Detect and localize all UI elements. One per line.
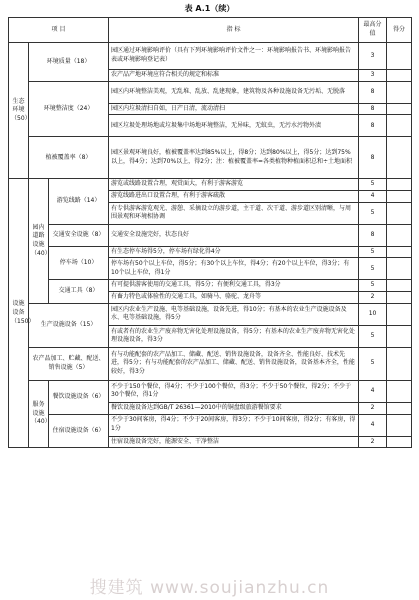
indicator-text: 有畜力特色或体验性的交通工具，如骑马、骆驼、龙舟等 (109, 292, 359, 304)
sub-vehicle: 交通工具（8） (49, 280, 109, 303)
score-cell (387, 292, 412, 304)
indicator-text: 餐饮设施设备达到GB/T 26361—2010中的铜盘级旅游餐馆要求 (109, 402, 359, 414)
max-score: 3 (359, 70, 387, 82)
table-row (9, 380, 412, 402)
indicator-text: 停车场有50个以上车位，得5分；有30个以上车位，得4分；有20个以上车位，得3分；有10个以上车位，得1分 (109, 258, 359, 280)
score-cell (387, 258, 412, 280)
score-cell (387, 224, 412, 246)
score-cell (387, 280, 412, 292)
table-row (9, 43, 412, 70)
indicator-text: 园区内垃圾清扫自如，日产日清，流动清扫 (109, 103, 359, 115)
score-cell (387, 202, 412, 224)
score-cell (387, 414, 412, 436)
max-score: 5 (359, 246, 387, 258)
score-cell (387, 43, 412, 70)
score-cell (387, 81, 412, 103)
sub-lodging: 住宿设施设备（6） (49, 414, 109, 448)
indicator-text: 园区内环境整洁美观，无乱堆、乱放、乱建现象，建筑物及各种设施设备无污垢、无脱落 (109, 81, 359, 103)
indicator-text: 有生态停车场得5分，停车场有绿化得4分 (109, 246, 359, 258)
score-cell (387, 191, 412, 203)
table-row (9, 303, 412, 325)
max-score: 8 (359, 103, 387, 115)
max-score: 2 (359, 402, 387, 414)
score-cell (387, 137, 412, 179)
max-score: 3 (359, 43, 387, 70)
max-score: 5 (359, 347, 387, 380)
category-eco: 生态环境（50） (9, 43, 29, 179)
sub-green: 植被覆盖率（8） (29, 137, 109, 179)
score-cell (387, 436, 412, 448)
table-row (9, 224, 412, 246)
max-score: 8 (359, 81, 387, 103)
max-score: 4 (359, 414, 387, 436)
score-cell (387, 115, 412, 137)
sub-roads: 园内道路设施（40） (29, 179, 49, 303)
max-score: 10 (359, 303, 387, 325)
sub-env-quality: 环境质量（18） (29, 43, 109, 82)
sub-service: 服务设施（40） (29, 380, 49, 447)
indicator-text: 有或者有的农业生产废弃物无害化处理设施设备，得5分；有基本的农业生产废弃物无害化处理设施设备，得3分 (109, 325, 359, 347)
indicator-text: 住宿设施设备完好，能源安全、干净整洁 (109, 436, 359, 448)
score-cell (387, 70, 412, 82)
max-score: 4 (359, 191, 387, 203)
max-score: 2 (359, 436, 387, 448)
score-cell (387, 303, 412, 325)
indicator-text: 游览线路进出口设置合理，有利于游客疏散 (109, 191, 359, 203)
score-cell (387, 325, 412, 347)
indicator-text: 农产品产地环境应符合相关的规定和标准 (109, 70, 359, 82)
indicator-text: 有与功能配套的农产品加工、储藏、配送、销售设施设备，设备齐全、性能良好、技术先进，得5分；有与功能配套的农产品加工、储藏、配送、销售设施设备，设备基本齐全，性能较好，得3分 (109, 347, 359, 380)
max-score: 8 (359, 115, 387, 137)
table-row (9, 137, 412, 179)
max-score: 5 (359, 280, 387, 292)
sub-catering: 餐饮设施设备（6） (49, 380, 109, 414)
max-score: 5 (359, 325, 387, 347)
max-score: 4 (359, 380, 387, 402)
table-row (9, 81, 412, 103)
header-score: 得分 (387, 18, 412, 43)
header-row (9, 18, 412, 43)
score-cell (387, 246, 412, 258)
indicator-text: 园区景观环境良好，植被覆盖率达到85%以上，得8分；达到80%以上，得5分；达到75%以上，得4分；达到70%以上，得2分；注：植被覆盖率=各类植物种植面积总和÷土地面积 (109, 137, 359, 179)
indicator-text: 园区垃圾处理场地或垃圾集中场地环境整洁，无异味，无蚊虫，无污水污物外渍 (109, 115, 359, 137)
score-cell (387, 380, 412, 402)
category-fac: 设施设备（150） (9, 179, 29, 448)
table-row (9, 414, 412, 436)
indicator-text: 有可提供游客使用的交通工具，得5分；有便利交通工具，得3分 (109, 280, 359, 292)
sub-parking: 停车场（10） (49, 246, 109, 280)
sub-production: 生产设施设备（15） (29, 303, 109, 347)
indicator-text: 有专供游客游览观光、游憩、采摘设立的游步道，主干道、次干道、游步道区别清晰，与周围景观和环境相协调 (109, 202, 359, 224)
header-max-score: 最高分值 (359, 18, 387, 43)
table-row (9, 347, 412, 380)
sub-env-clean: 环境整洁度（24） (29, 81, 109, 137)
watermark: 搜建筑 www.soujianzhu.cn (89, 578, 330, 598)
indicator-text: 园区通过环境影响评价（具有下列环境影响评价文件之一：环境影响报告书、环境影响报告表或环境影响登记表） (109, 43, 359, 70)
indicator-text: 不少于150个餐位，得4分；不少于100个餐位，得3分；不少于50个餐位，得2分；不少于30个餐位，得1分 (109, 380, 359, 402)
sub-tour-route: 游览线路（14） (49, 179, 109, 224)
table-row (9, 280, 412, 292)
table-title: 表 A.1（续） (184, 4, 235, 13)
score-cell (387, 347, 412, 380)
score-cell (387, 103, 412, 115)
max-score: 5 (359, 179, 387, 191)
indicator-text: 不少于30间客房，得4分；不少于20间客房，得3分；不少于10间客房，得2分；有客房，得1分 (109, 414, 359, 436)
sub-processing: 农产品加工、贮藏、配送、销售设施（5） (29, 347, 109, 380)
header-item: 项 目 (9, 18, 109, 43)
indicator-text: 游览或线路设置合理，观赏面大，有利于游客游览 (109, 179, 359, 191)
table-row (9, 246, 412, 258)
score-cell (387, 179, 412, 191)
indicator-text: 交通安全设施完好，状态良好 (109, 224, 359, 246)
max-score: 5 (359, 202, 387, 224)
indicator-text: 园区内农业生产设施、电等基础设施，设备先进，得10分；有基本的农业生产设施设备及水、电等基础设施，得5分 (109, 303, 359, 325)
max-score: 5 (359, 258, 387, 280)
max-score: 8 (359, 137, 387, 179)
max-score: 8 (359, 224, 387, 246)
header-indicator: 指 标 (109, 18, 359, 43)
score-cell (387, 402, 412, 414)
table-row (9, 179, 412, 191)
max-score: 2 (359, 292, 387, 304)
sub-traffic-safety: 交通安全设施（8） (49, 224, 109, 246)
evaluation-table (8, 17, 412, 448)
